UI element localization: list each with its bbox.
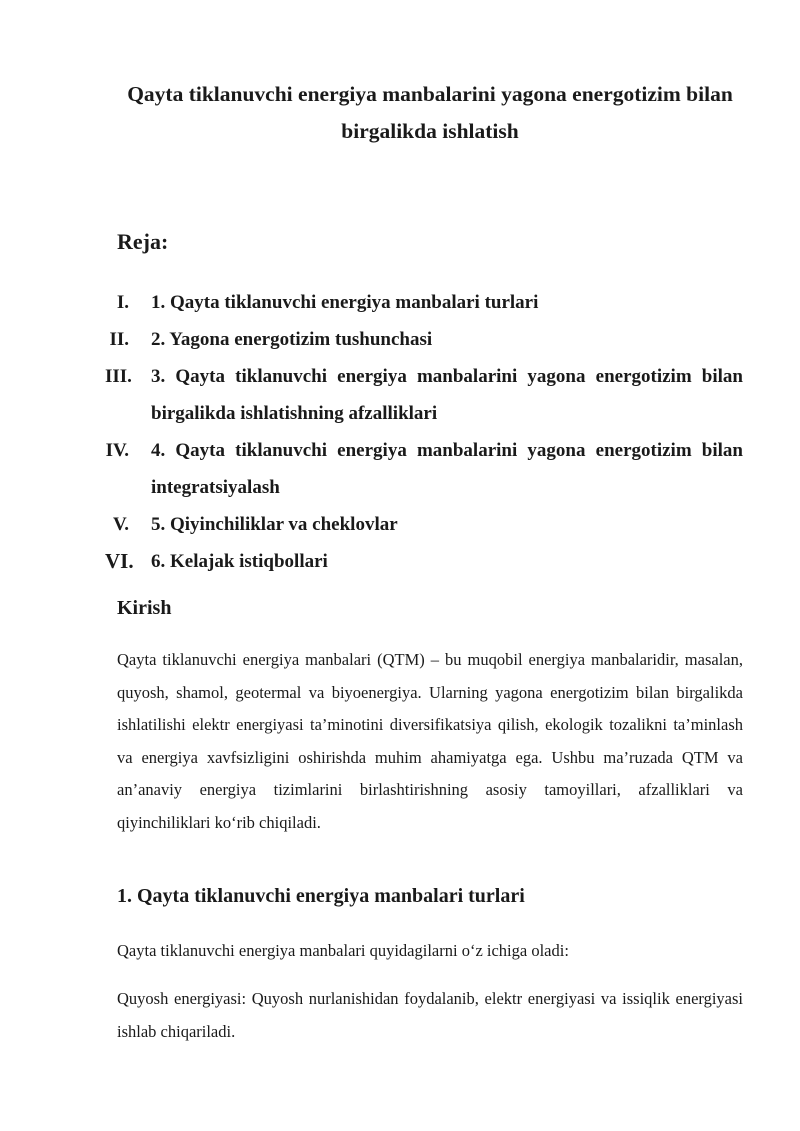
plan-item-text: 3. Qayta tiklanuvchi energiya manbalarini yagona energotizim bilan birgalikda ishlatishning afzalliklari (151, 366, 743, 424)
plan-item-text: 1. Qayta tiklanuvchi energiya manbalari turlari (151, 292, 539, 313)
plan-item-text: 5. Qiyinchiliklar va cheklovlar (151, 514, 398, 535)
intro-paragraph: Qayta tiklanuvchi energiya manbalari (QTM) – bu muqobil energiya manbalaridir, masalan, quyosh, shamol, geotermal va biyoenergiya. Ularning yagona energotizim bilan birgalikda ishlatilishi elektr energiyasi ta’minotini diversifikatsiya qilish, ekologik tozalikni ta’minlash va energiya xavfsizligini oshirishda muhim ahamiyatga ega. Ushbu ma’ruzada QTM va an’anaviy energiya tizimlarini birlashtirishning asosiy tamoyillari, afzalliklari va qiyinchiliklari ko‘rib chiqiladi. (117, 650, 743, 832)
plan-item-text: 6. Kelajak istiqbollari (151, 551, 328, 572)
plan-item (105, 543, 743, 580)
plan-numeral: II. (109, 329, 129, 350)
plan-numeral: V. (112, 514, 129, 535)
plan-numeral: VI. (105, 549, 134, 573)
plan-item-text: 4. Qayta tiklanuvchi energiya manbalarini yagona energotizim bilan integratsiyalash (151, 440, 743, 498)
plan-numeral: III. (105, 366, 132, 387)
plan-item (112, 506, 743, 543)
plan-item (109, 321, 743, 358)
plan-numeral: I. (116, 292, 129, 313)
section-heading: 1. Qayta tiklanuvchi energiya manbalari turlari (117, 885, 525, 907)
section-paragraph: Quyosh energiyasi: Quyosh nurlanishidan foydalanib, elektr energiyasi va issiqlik energiyasi ishlab chiqariladi. (117, 989, 743, 1041)
plan-heading: Reja: (117, 229, 169, 254)
section-intro-paragraph: Qayta tiklanuvchi energiya manbalari quyidagilarni o‘z ichiga oladi: (117, 941, 569, 960)
intro-heading: Kirish (117, 597, 172, 619)
plan-item (105, 432, 743, 506)
plan-list (105, 284, 743, 580)
document-title: Qayta tiklanuvchi energiya manbalarini yagona energotizim bilan birgalikda ishlatish (127, 82, 733, 143)
plan-item (105, 358, 743, 432)
plan-item-text: 2. Yagona energotizim tushunchasi (151, 329, 433, 350)
plan-numeral: IV. (105, 440, 129, 461)
plan-item (117, 284, 743, 321)
